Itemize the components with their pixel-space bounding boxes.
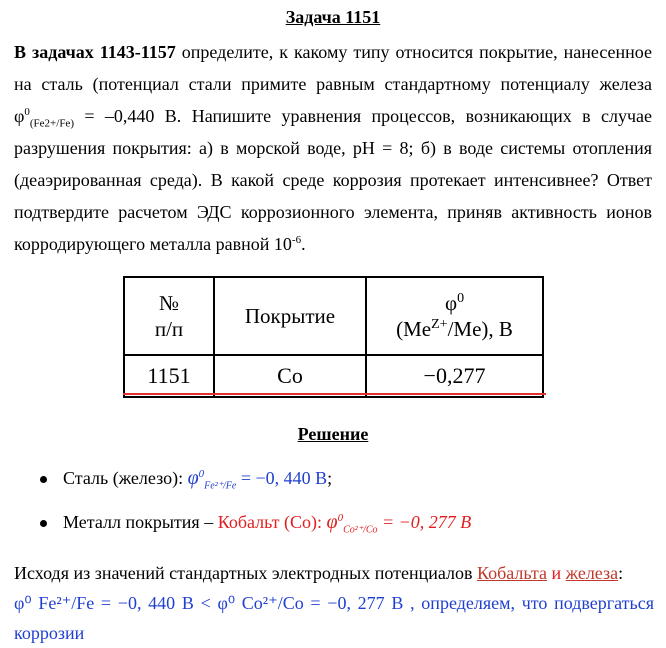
phi-sup: 0	[24, 106, 30, 118]
steel-phi: φ	[187, 467, 199, 489]
para2-comparison: φ⁰ Fe²⁺/Fe = −0, 440 В < φ⁰ Co²⁺/Co = −0, 277 В , определяем, что подвергаться коррозии	[14, 593, 654, 643]
steel-phi-sup: 0	[198, 468, 205, 480]
cell-phi: −0,277	[366, 355, 543, 397]
task-text-3: .	[301, 234, 306, 254]
header-phi-bottom-sup: Z+	[431, 317, 448, 332]
table-red-underline	[123, 393, 546, 395]
header-phi-top	[367, 290, 542, 316]
solution-title: Решение	[297, 424, 369, 444]
bullet-cover-label: Металл покрытия –	[63, 512, 218, 532]
para2-a: Исходя из значений стандартных электродных потенциалов	[14, 563, 477, 583]
task-text-1: определите, к какому типу относится покрытие, нанесенное на сталь (потенциал стали примите равным стандартному потенциалу железа φ	[14, 42, 652, 126]
steel-phi-sub: Fe²⁺/Fe	[204, 480, 237, 492]
header-phi	[366, 277, 543, 355]
header-num-line1: №	[158, 291, 180, 315]
word-zheleza: железа	[565, 563, 619, 583]
cobalt-potential	[326, 511, 472, 536]
word-kobalt: Кобальта	[477, 563, 547, 583]
task-text-2: = –0,440 В. Напишите уравнения процессов, возникающих в случае разрушения покрытия: а) в морской воде, pH = 8; б) в воде системы отопления (деаэрированная среда). В какой среде коррозия протекает интенсивнее? Ответ подтвердите расчетом ЭДС коррозионного элемента, приняв активность ионов корродирующего металла равной 10	[14, 106, 652, 254]
header-num	[124, 277, 214, 355]
header-phi-bottom	[367, 316, 542, 342]
header-phi-bottom-a: (Me	[396, 317, 432, 341]
task-title: Задача 1151	[285, 7, 381, 27]
cell-cover: Co	[214, 355, 366, 397]
task-lead: В задачах 1143-1157	[14, 42, 176, 62]
bullet-steel	[40, 466, 332, 490]
table-header-row	[124, 277, 543, 355]
bullet-cover	[40, 510, 471, 534]
cell-num: 1151	[124, 355, 214, 397]
header-cover: Покрытие	[214, 277, 366, 355]
table-row	[124, 355, 543, 397]
word-and: и	[547, 563, 566, 583]
cobalt-phi-sup: 0	[337, 512, 344, 524]
header-phi-bottom-b: /Me), В	[447, 317, 513, 341]
bullet-steel-label: Сталь (железо):	[63, 468, 188, 488]
steel-value: = −0, 440 В	[236, 468, 328, 488]
activity-exp: -6	[291, 234, 302, 246]
header-phi-sup: 0	[457, 291, 465, 306]
solution-paragraph	[14, 558, 654, 648]
phi-sub: (Fe2+/Fe)	[29, 117, 74, 130]
cobalt-value: = −0, 277 В	[377, 512, 472, 532]
bullet-dot-icon	[40, 476, 47, 483]
bullet-cover-metal: Кобальт (Co):	[217, 512, 327, 532]
steel-potential	[187, 467, 328, 492]
header-num-line2: п/п	[154, 317, 184, 341]
bullet-dot-icon	[40, 520, 47, 527]
coverage-table	[123, 276, 544, 398]
task-text	[14, 36, 652, 260]
para2-b: :	[618, 563, 624, 583]
cobalt-phi: φ	[326, 511, 338, 533]
cobalt-phi-sub: Co²⁺/Co	[343, 524, 378, 536]
steel-tail: ;	[327, 468, 333, 488]
header-phi-base: φ	[444, 291, 458, 315]
